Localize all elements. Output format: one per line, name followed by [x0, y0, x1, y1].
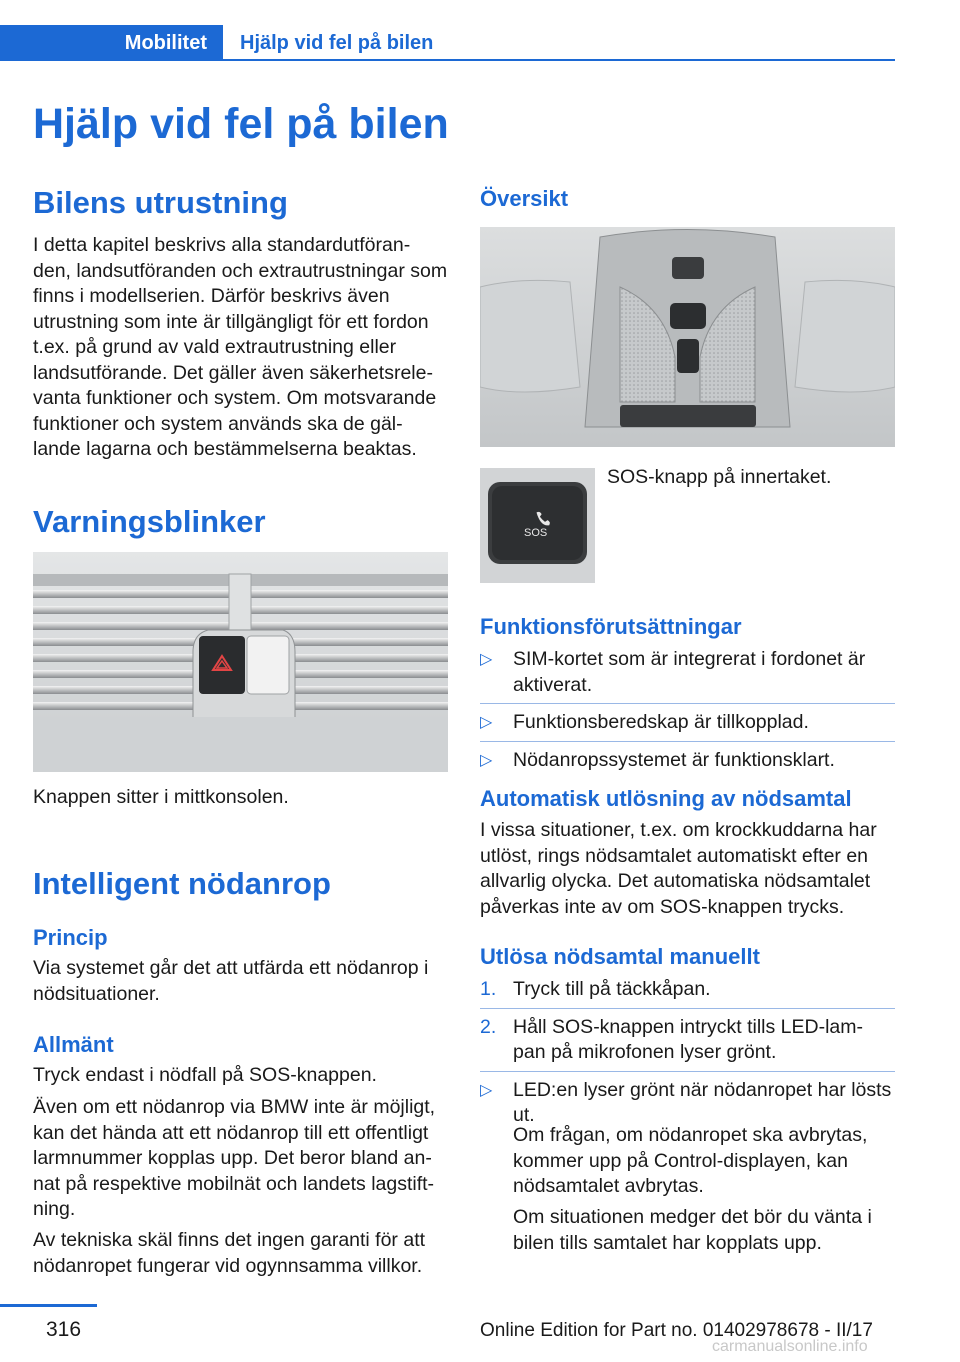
list-divider — [480, 1071, 895, 1072]
triangle-bullet-icon: ▷ — [480, 751, 493, 769]
page-title: Hjälp vid fel på bilen — [33, 100, 449, 148]
hazard-caption: Knappen sitter i mittkonsolen. — [33, 786, 289, 808]
auto-text: I vissa situationer, t.ex. om krockkuddarna har utlöst, rings nödsamtalet automatiskt efter en allvarlig olycka. Det automatiska nödsamtalet påverkas inte av om SOS-knappen trycks. — [480, 819, 877, 918]
principle-text: Via systemet går det att utfärda ett nödanrop i nödsituationer. — [33, 957, 429, 1005]
triangle-bullet-icon: ▷ — [480, 1081, 493, 1099]
requirements-list — [480, 647, 895, 773]
manual-note-1: Om frågan, om nödanropet ska avbrytas, kommer upp på Control-displayen, kan nödsamtalet avbrytas. — [513, 1124, 868, 1197]
heading-allmant: Allmänt — [33, 1032, 114, 1057]
running-header — [0, 25, 895, 61]
heading-oversikt: Översikt — [480, 186, 569, 211]
heading-varningsblinker: Varningsblinker — [33, 504, 266, 539]
hazard-button-image — [33, 552, 448, 772]
section-tab-mobilitet: Mobilitet — [0, 25, 223, 61]
sos-label: SOS — [524, 527, 548, 539]
triangle-bullet-icon: ▷ — [480, 714, 493, 731]
heading-bilens-utrustning: Bilens utrustning — [33, 185, 288, 220]
manual-steps-list — [480, 977, 895, 1129]
list-divider — [480, 703, 895, 704]
heading-princip: Princip — [33, 925, 108, 950]
list-divider — [480, 1008, 895, 1009]
watermark: carmanualsonline.info — [712, 1338, 868, 1355]
sos-button-closeup — [480, 468, 595, 583]
edition-info: Online Edition for Part no. 01402978678 - II/17 — [480, 1320, 873, 1341]
list-item: ▷ Nödanropssystemet är funktionsklart. — [480, 748, 895, 774]
sos-caption: SOS-knapp på innertaket. — [607, 466, 832, 488]
heading-automatisk-utlosning: Automatisk utlösning av nödsamtal — [480, 786, 852, 811]
general-text-2: Även om ett nödanrop via BMW inte är möjligt, kan det hända att ett nödanrop till ett offentligt larmnummer kopplas upp. Det beror bland an-nat på respektive mobilnät och landets lagstift-ning. — [33, 1096, 436, 1220]
header-rule — [223, 59, 895, 61]
list-item: ▷ LED:en lyser grönt när nödanropet har lösts ut. — [480, 1078, 892, 1126]
general-text-3: Av tekniska skäl finns det ingen garanti för att nödanropet fungerar vid ogynnsamma villkor. — [33, 1229, 426, 1277]
footer-rule — [0, 1304, 97, 1307]
heading-funktionsforutsattningar: Funktionsförutsättningar — [480, 614, 742, 639]
list-item: 2. Håll SOS-knappen intryckt tills LED-lam-pan på mikrofonen lyser grönt. — [480, 1015, 864, 1063]
list-divider — [480, 741, 895, 742]
page-number: 316 — [46, 1318, 82, 1341]
heading-intelligent-nodanrop: Intelligent nödanrop — [33, 866, 331, 901]
list-item: ▷ Funktionsberedskap är tillkopplad. — [480, 710, 895, 736]
manual-note-2: Om situationen medger det bör du vänta i bilen tills samtalet har kopplats upp. — [513, 1206, 872, 1254]
triangle-bullet-icon: ▷ — [480, 651, 493, 668]
heading-utlosa-manuellt: Utlösa nödsamtal manuellt — [480, 944, 760, 969]
general-text-1: Tryck endast i nödfall på SOS-knappen. — [33, 1064, 377, 1086]
ceiling-console-image — [480, 227, 895, 447]
list-item: ▷ SIM-kortet som är integrerat i fordonet är aktiverat. — [480, 648, 866, 696]
equipment-text: I detta kapitel beskrivs alla standardutföran-den, landsutföranden och extrautrustningar som finns i modellserien. Därför beskrivs även utrustning som inte är tillgängligt för ett fordon t.ex. på grund av vald extrautrustning eller landsutförande. Det gäller även säkerhetsrele-vanta funktioner och system. Om motsvarande funktioner och system används ska de gäl-lande lagarna och bestämmelserna beaktas. — [33, 234, 448, 460]
list-item: 1. Tryck till på täckkåpan. — [480, 978, 711, 1000]
chapter-tab: Hjälp vid fel på bilen — [240, 31, 434, 54]
